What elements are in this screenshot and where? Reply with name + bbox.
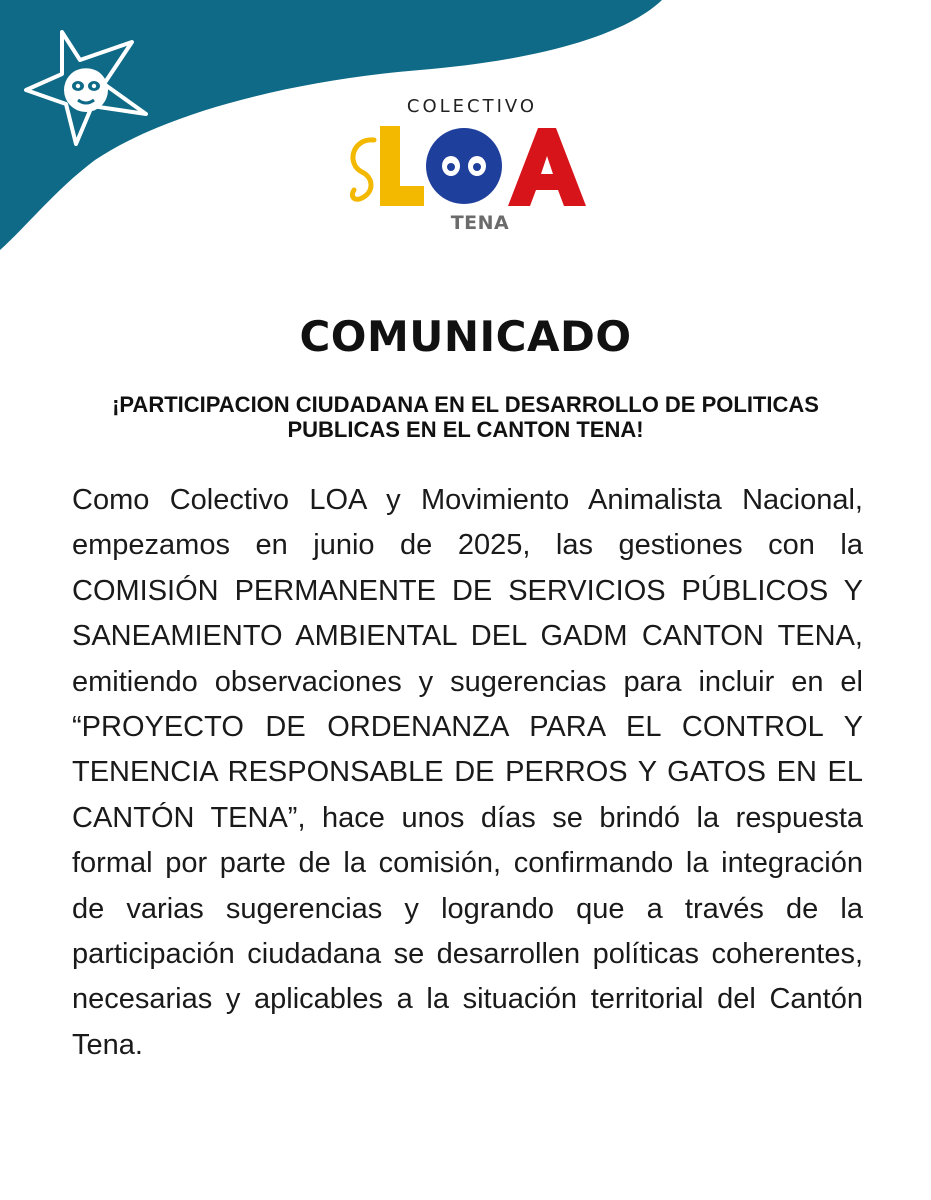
monkey-star-icon <box>22 28 148 148</box>
letter-o <box>426 128 502 204</box>
question-tail <box>352 140 374 199</box>
logo-bottom-text: TENA <box>450 212 510 234</box>
page-title: COMUNICADO <box>299 312 632 361</box>
subtitle: ¡PARTICIPACION CIUDADANA EN EL DESARROLLO DE POLITICAS PUBLICAS EN EL CANTON TENA! <box>112 392 819 442</box>
letter-a <box>508 128 586 206</box>
monkey-face <box>64 68 108 112</box>
body-paragraph: Como Colectivo LOA y Movimiento Animalista Nacional, empezamos en junio de 2025, las gestiones con la COMISIÓN PERMANENTE DE SERVICIOS PÚBLICOS Y SANEAMIENTO AMBIENTAL DEL GADM CANTON TENA, emitiendo observaciones y sugerencias para incluir en el “PROYECTO DE ORDENANZA PARA EL CONTROL Y TENENCIA RESPONSABLE DE PERROS Y GATOS EN EL CANTÓN TENA”, hace unos días se brindó la respuesta formal por parte de la comisión, confirmando la integración de varias sugerencias y logrando que a través de la participación ciudadana se desarrollen políticas coherentes, necesarias y aplicables a la situación territorial del Cantón Tena. <box>72 484 863 1061</box>
colectivo-loa-logo <box>344 96 594 242</box>
logo-top-text: COLECTIVO <box>406 96 538 117</box>
loa-logo-mark <box>344 120 594 210</box>
